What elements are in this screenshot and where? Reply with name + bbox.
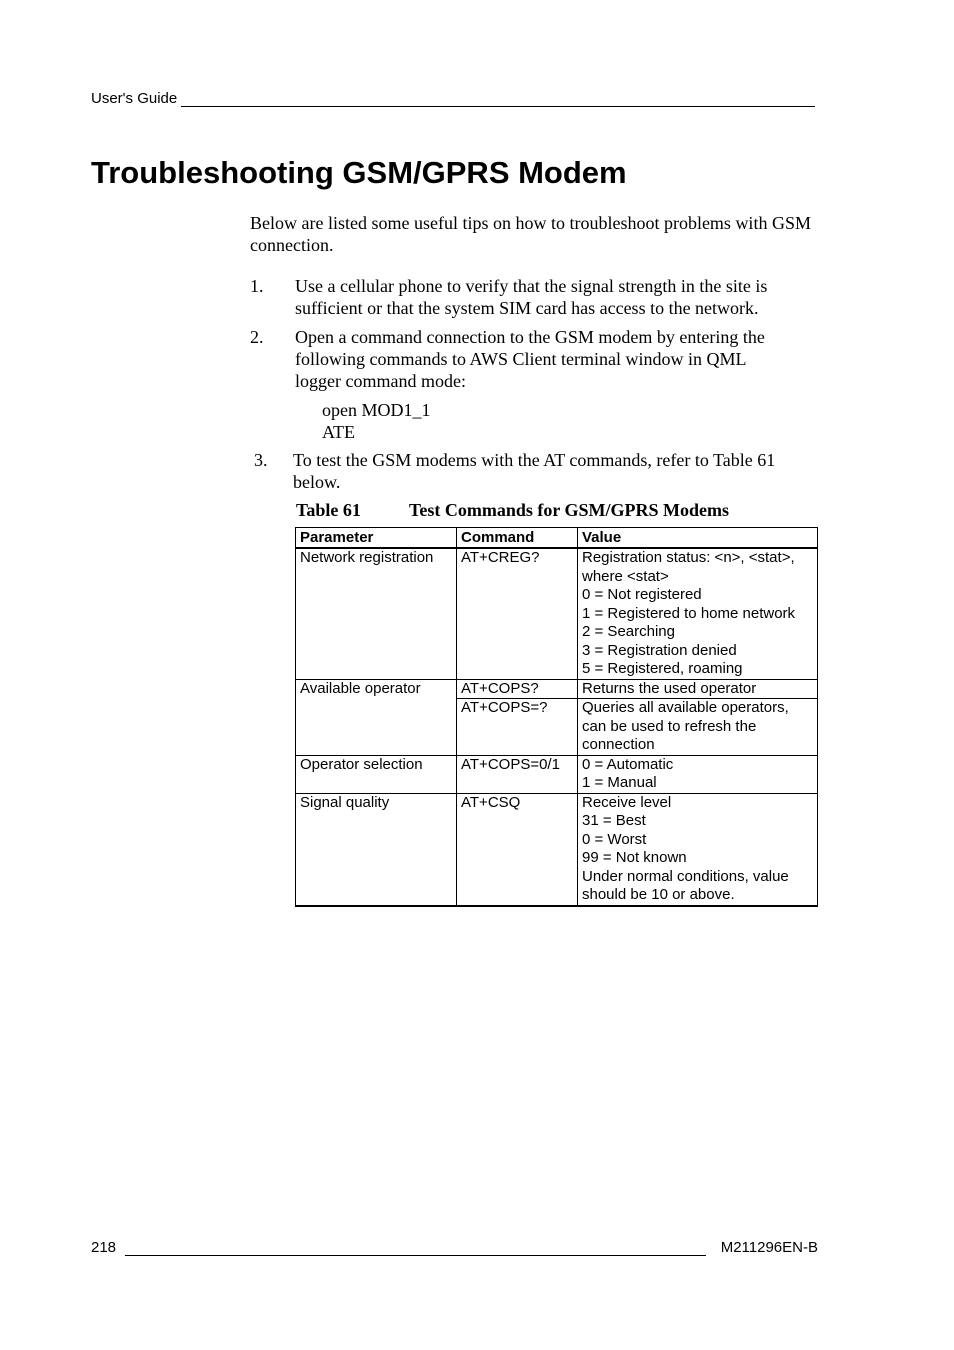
list-item-line: Open a command connection to the GSM modem by entering the xyxy=(295,327,765,347)
table-row xyxy=(296,793,818,906)
list-item-text xyxy=(293,449,775,493)
value-line: 99 = Not known xyxy=(582,849,687,866)
intro-paragraph: Below are listed some useful tips on how to troubleshoot problems with GSM connection. xyxy=(250,213,811,255)
value-line: 31 = Best xyxy=(582,812,646,829)
value-line: 3 = Registration denied xyxy=(582,641,737,659)
list-item-number: 2. xyxy=(250,327,264,347)
column-header-command: Command xyxy=(457,528,578,549)
gsm-commands-table xyxy=(295,527,818,907)
table-row xyxy=(296,679,818,699)
value-line: 1 = Manual xyxy=(582,774,657,791)
list-item-text xyxy=(295,326,765,392)
table-row xyxy=(296,755,818,793)
list-item-line: sufficient or that the system SIM card has access to the network. xyxy=(295,298,759,318)
list-item-line: below. xyxy=(293,472,341,492)
list-item-number: 3. xyxy=(254,450,268,470)
command-cell: AT+COPS? xyxy=(457,679,578,699)
value-line: where <stat> xyxy=(582,567,669,585)
value-cell xyxy=(578,793,818,906)
value-line: Receive level xyxy=(582,793,672,811)
table-caption-number: Table 61 xyxy=(296,500,361,520)
value-cell xyxy=(578,755,818,793)
command-cell: AT+COPS=? xyxy=(457,699,578,756)
table-caption-title: Test Commands for GSM/GPRS Modems xyxy=(409,500,730,520)
header-rule xyxy=(91,106,815,107)
value-cell xyxy=(578,679,818,699)
page-number: 218 xyxy=(91,1239,117,1256)
list-item-3 xyxy=(254,449,824,493)
table-row xyxy=(296,548,818,679)
command-cell: AT+COPS=0/1 xyxy=(457,755,578,793)
table-caption xyxy=(296,499,729,521)
value-line: can be used to refresh the xyxy=(582,717,757,735)
value-line: 0 = Worst xyxy=(582,830,647,848)
footer-rule xyxy=(125,1255,706,1256)
value-line: 0 = Not registered xyxy=(582,586,702,603)
value-line: Under normal conditions, value xyxy=(582,867,789,885)
column-header-parameter: Parameter xyxy=(296,528,457,549)
list-item-line: To test the GSM modems with the AT commands, refer to Table 61 xyxy=(293,450,776,470)
parameter-cell: Operator selection xyxy=(296,755,457,793)
value-line: Queries all available operators, xyxy=(582,699,789,716)
parameter-cell: Available operator xyxy=(296,679,457,755)
command-cell: AT+CREG? xyxy=(457,548,578,679)
parameter-cell: Signal quality xyxy=(296,793,457,906)
page-title: Troubleshooting GSM/GPRS Modem xyxy=(91,155,627,190)
value-line: should be 10 or above. xyxy=(582,886,735,903)
value-line: 0 = Automatic xyxy=(582,755,674,773)
list-item-line: following commands to AWS Client terminal window in QML xyxy=(295,349,747,369)
value-line: Returns the used operator xyxy=(582,679,757,697)
value-line: 2 = Searching xyxy=(582,623,675,640)
list-item-number: 1. xyxy=(250,276,264,296)
running-header xyxy=(91,90,815,112)
command-line: open MOD1_1 xyxy=(322,400,431,420)
header-label: User's Guide xyxy=(91,90,181,107)
value-line: connection xyxy=(582,736,655,753)
list-item-1 xyxy=(250,275,820,319)
list-item-2 xyxy=(250,326,820,392)
command-cell: AT+CSQ xyxy=(457,793,578,906)
list-item-line: logger command mode: xyxy=(295,371,466,391)
document-code: M211296EN-B xyxy=(720,1239,818,1256)
column-header-value: Value xyxy=(578,528,818,549)
value-line: Registration status: <n>, <stat>, xyxy=(582,549,795,566)
command-line: ATE xyxy=(322,422,355,442)
running-footer xyxy=(91,1239,818,1261)
value-line: 5 = Registered, roaming xyxy=(582,660,743,677)
parameter-cell: Network registration xyxy=(296,548,457,679)
table-header-row xyxy=(296,528,818,549)
list-item-text xyxy=(295,275,767,319)
list-item-line: Use a cellular phone to verify that the signal strength in the site is xyxy=(295,276,768,296)
value-cell xyxy=(578,548,818,679)
value-cell xyxy=(578,699,818,756)
value-line: 1 = Registered to home network xyxy=(582,604,796,622)
command-block xyxy=(322,399,431,443)
